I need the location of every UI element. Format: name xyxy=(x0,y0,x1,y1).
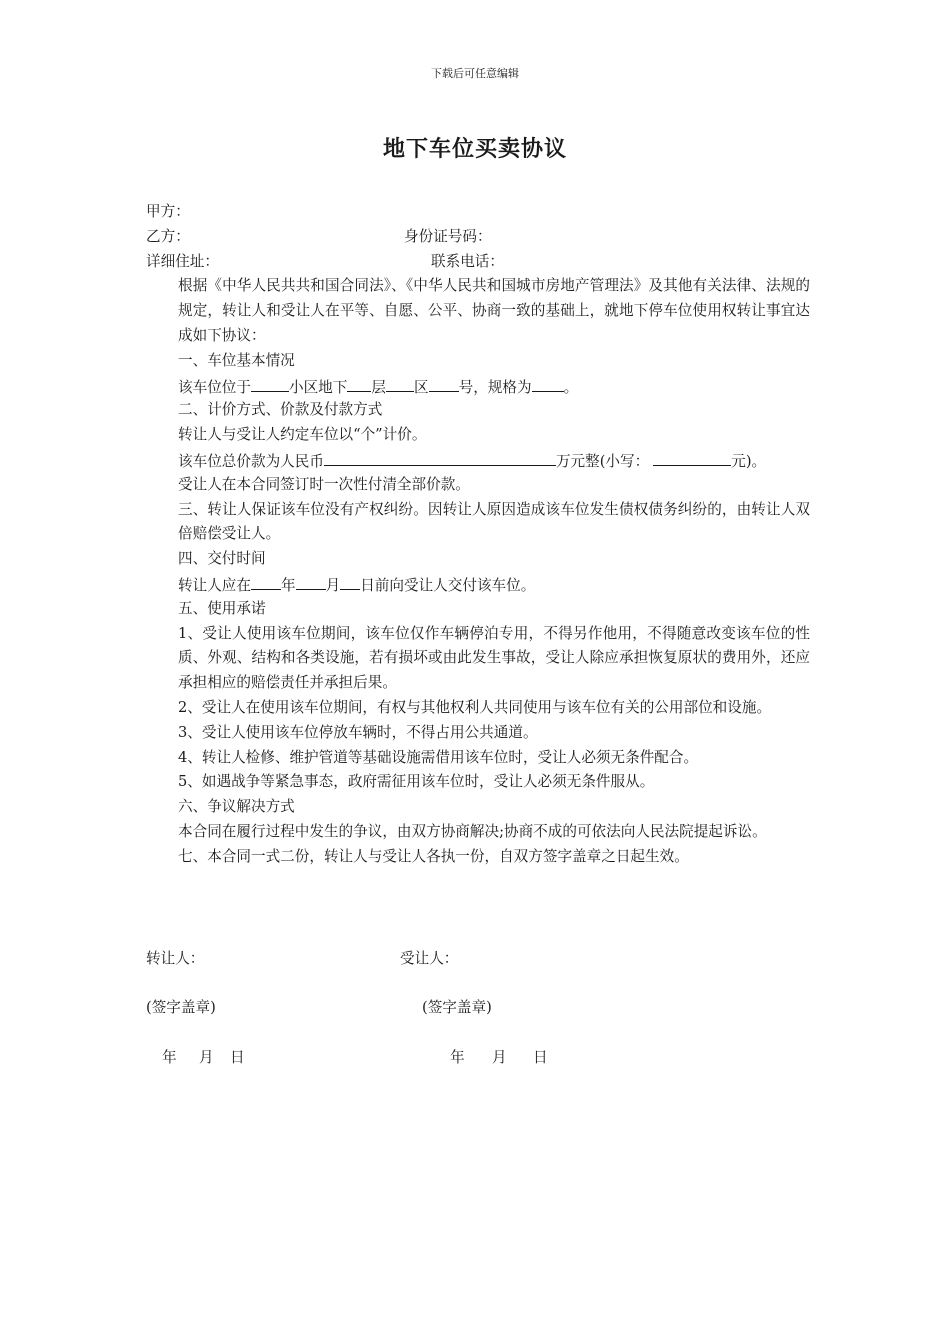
party-a-line xyxy=(146,200,810,225)
delivery-text-2: 年 xyxy=(280,576,296,594)
left-date-day: 日 xyxy=(230,1049,245,1066)
community-blank xyxy=(251,374,289,392)
party-b-line xyxy=(146,225,810,250)
zone-blank xyxy=(386,374,414,392)
section-2-heading: 二、计价方式、价款及付款方式 xyxy=(178,401,383,419)
location-text-2: 小区地下 xyxy=(288,378,348,396)
section-6-heading: 六、争议解决方式 xyxy=(178,798,295,816)
seal-right-label: (签字盖章) xyxy=(422,999,492,1016)
party-a-label: 甲方： xyxy=(146,203,190,220)
left-date-month: 月 xyxy=(199,1049,214,1066)
commitment-item: 2、受让人在使用该车位期间，有权与其他权利人共同使用与该车位有关的公用部位和设施。 xyxy=(178,698,772,716)
delivery-text-4: 日前向受让人交付该车位。 xyxy=(360,576,536,594)
size-blank xyxy=(532,374,564,392)
id-number-label: 身份证号码： xyxy=(404,227,492,245)
document-body xyxy=(146,200,810,870)
floor-blank xyxy=(347,374,371,392)
month-blank xyxy=(296,572,326,590)
delivery-text-1: 转让人应在 xyxy=(178,576,251,594)
section-3-paragraph: 三、转让人保证该车位没有产权纠纷。因转让人原因造成该车位发生债权债务纠纷的，由转让人双倍赔偿受让人。 xyxy=(178,500,810,543)
signature-seal-row xyxy=(146,996,810,1020)
address-line xyxy=(146,250,810,275)
right-date-month: 月 xyxy=(492,1049,507,1066)
location-text-6: 。 xyxy=(563,378,579,396)
commitment-item: 5、如遇战争等紧急事态，政府需征用该车位时，受让人必须无条件服从。 xyxy=(178,773,655,791)
section-2-pricing: 转让人与受让人约定车位以“个”计价。 xyxy=(178,426,427,444)
location-text-1: 该车位位于 xyxy=(178,378,251,396)
delivery-text-3: 月 xyxy=(325,576,341,594)
location-text-3: 层 xyxy=(371,378,386,396)
document-title: 地下车位买卖协议 xyxy=(382,136,567,162)
right-date-year: 年 xyxy=(450,1049,465,1066)
commitment-item: 1、受让人使用该车位期间，该车位仅作车辆停泊专用，不得另作他用，不得随意改变该车位的性质、外观、结构和各类设施，若有损坏或由此发生事故，受让人除应承担恢复原状的费用外，还应承担相应的赔偿责任并承担后果。 xyxy=(178,624,810,692)
seal-left-label: (签字盖章) xyxy=(146,999,216,1016)
amount-figure-blank xyxy=(653,448,731,466)
phone-label: 联系电话： xyxy=(431,252,504,270)
section-1-location xyxy=(146,374,810,399)
intro-paragraph: 根据《中华人民共共和国合同法》、《中华人民共和国城市房地产管理法》及其他有关法律、法规的规定，转让人和受让人在平等、自愿、公平、协商一致的基础上，就地下停车位使用权转让事宜达成如下协议： xyxy=(178,277,810,344)
page-header-note: 下载后可任意编辑 xyxy=(431,67,519,80)
signature-party-row xyxy=(146,947,810,971)
total-text-1: 该车位总价款为人民币 xyxy=(178,452,324,470)
location-text-5: 号，规格为 xyxy=(458,378,532,396)
section-7-paragraph: 七、本合同一式二份，转让人与受让人各执一份，自双方签字盖章之日起生效。 xyxy=(178,847,689,865)
year-blank xyxy=(251,572,281,590)
left-date-year: 年 xyxy=(162,1049,177,1066)
amount-words-blank xyxy=(324,448,556,466)
section-5-heading: 五、使用承诺 xyxy=(178,599,266,617)
section-4-delivery xyxy=(146,572,810,597)
commitment-item: 4、转让人检修、维护管道等基础设施需借用该车位时，受让人必须无条件配合。 xyxy=(178,748,699,766)
transferee-label: 受让人： xyxy=(400,950,459,967)
section-6-paragraph: 本合同在履行过程中发生的争议，由双方协商解决;协商不成的可依法向人民法院提起诉讼。 xyxy=(178,822,767,840)
commitment-item: 3、受让人使用该车位停放车辆时，不得占用公共通道。 xyxy=(178,723,538,741)
party-b-label: 乙方： xyxy=(146,227,190,245)
location-text-4: 区 xyxy=(413,378,429,396)
section-1-heading: 一、车位基本情况 xyxy=(178,351,295,369)
day-blank xyxy=(340,572,360,590)
section-4-heading: 四、交付时间 xyxy=(178,550,266,568)
total-text-3: 元)。 xyxy=(731,452,767,470)
address-label: 详细住址： xyxy=(146,252,219,270)
number-blank xyxy=(429,374,459,392)
section-2-payment: 受让人在本合同签订时一次性付清全部价款。 xyxy=(178,475,470,493)
transferor-label: 转让人： xyxy=(146,950,205,967)
section-2-total xyxy=(146,448,810,473)
right-date-day: 日 xyxy=(533,1049,548,1066)
total-text-2: 万元整(小写： xyxy=(555,452,650,470)
